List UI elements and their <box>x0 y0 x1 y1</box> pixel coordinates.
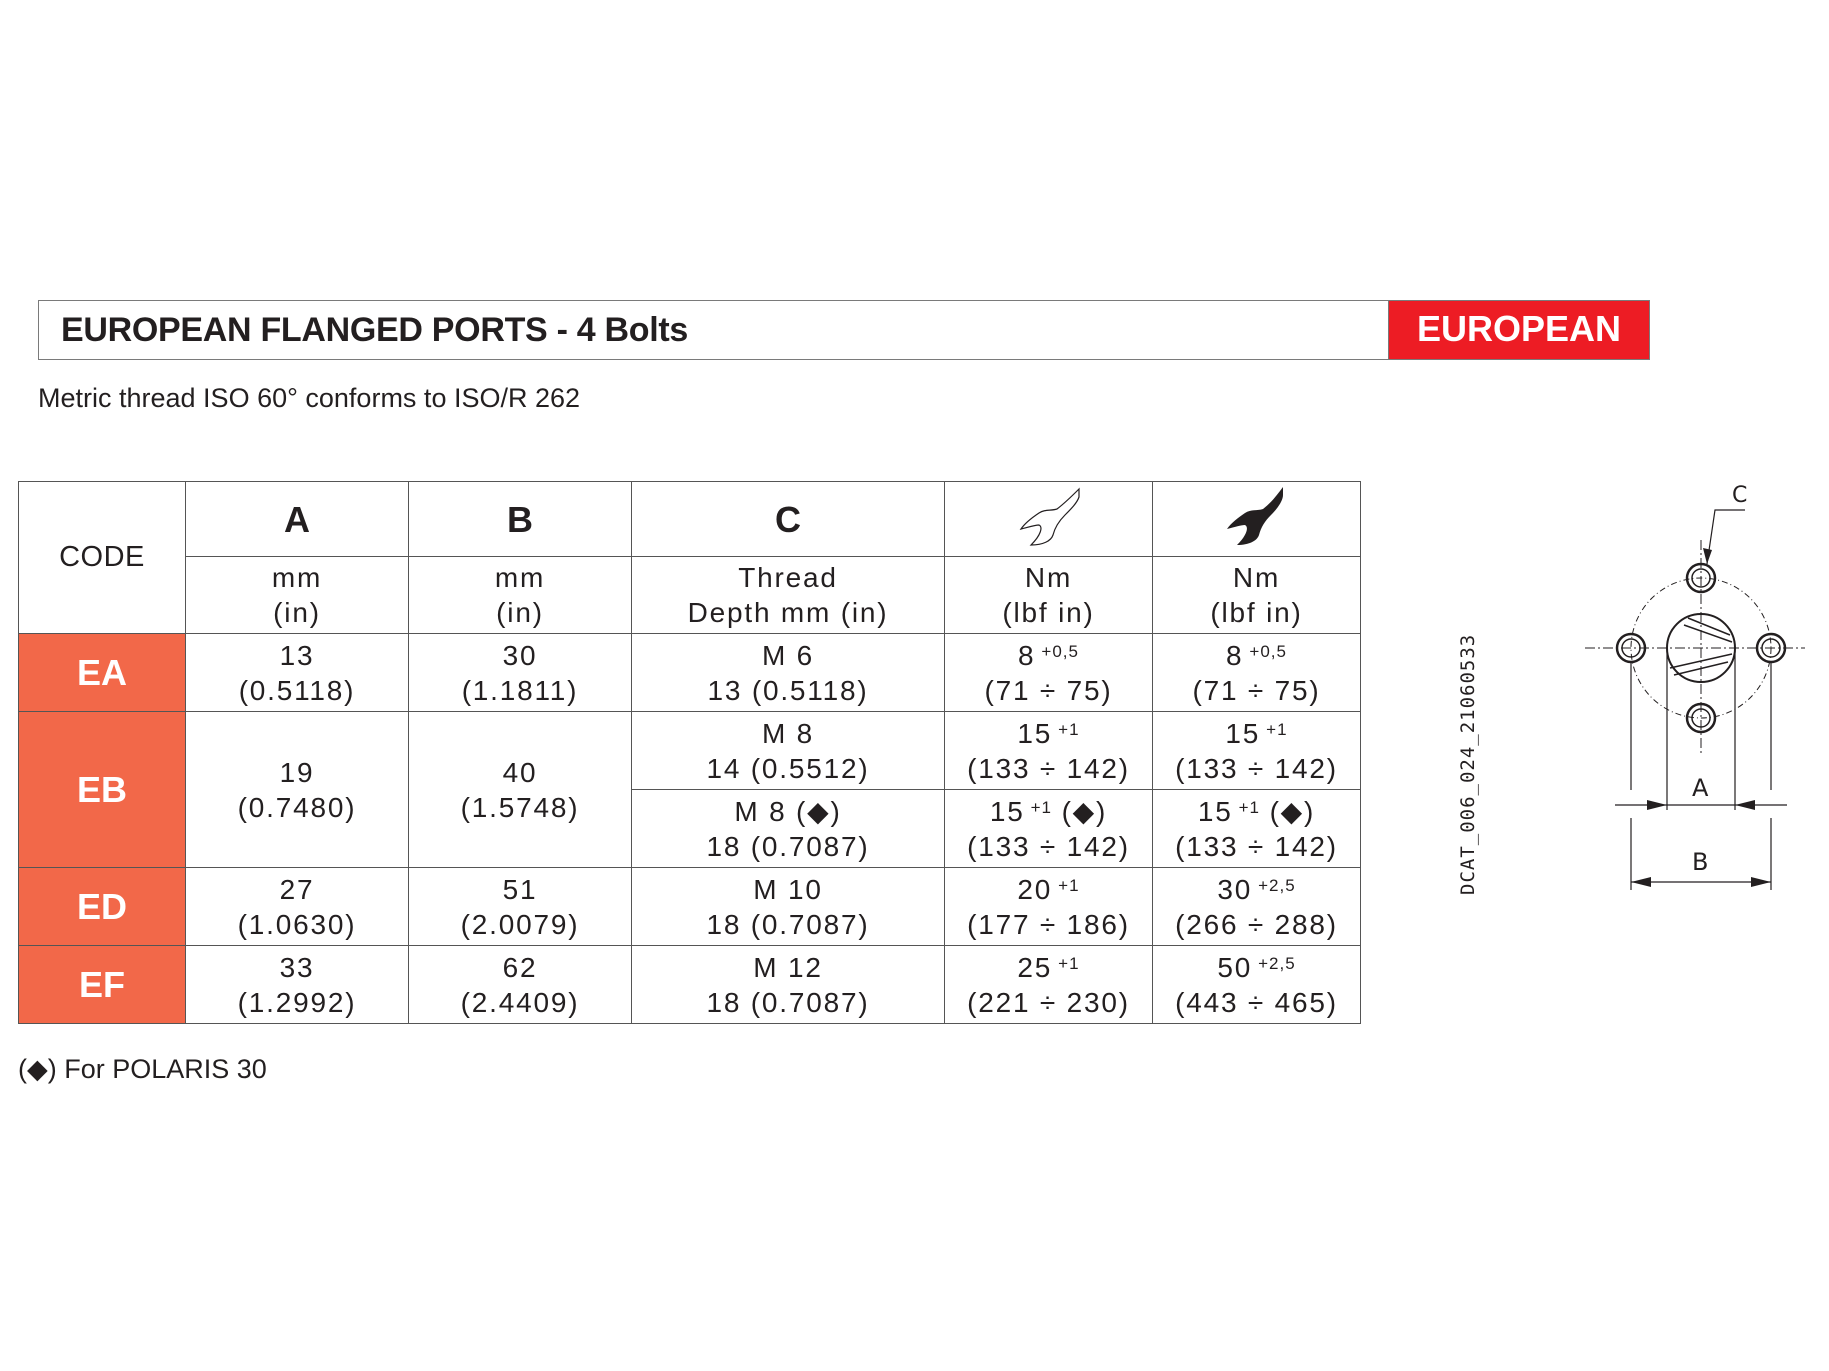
header-c: C <box>632 482 945 557</box>
cell-thread: M 8 14 (0.5512) <box>632 712 945 790</box>
c-leader <box>1707 510 1745 564</box>
header-code: CODE <box>19 482 186 634</box>
cell-b: 51 (2.0079) <box>409 868 632 946</box>
unit-a: mm (in) <box>186 557 409 634</box>
cell-torque-min: 20 $^{+1}$ (177 ÷ 186) <box>945 868 1153 946</box>
cell-thread: M 10 18 (0.7087) <box>632 868 945 946</box>
cell-a: 19 (0.7480) <box>186 712 409 868</box>
cell-torque-max: 15 $^{+1}$ (133 ÷ 142) <box>1153 712 1361 790</box>
footnote: (◆) For POLARIS 30 <box>18 1054 267 1084</box>
cell-torque-max: 50 $^{+2,5}$ (443 ÷ 465) <box>1153 946 1361 1024</box>
subtitle: Metric thread ISO 60° conforms to ISO/R 262 <box>38 383 581 413</box>
table-row <box>19 946 1361 1024</box>
code-cell: EF <box>19 946 186 1024</box>
table-row <box>19 712 1361 790</box>
title-bar <box>38 300 1650 360</box>
cell-thread: M 12 18 (0.7087) <box>632 946 945 1024</box>
label-c: C <box>1732 483 1748 508</box>
cell-b: 30 (1.1811) <box>409 634 632 712</box>
cell-b: 62 (2.4409) <box>409 946 632 1024</box>
unit-c: Thread Depth mm (in) <box>632 557 945 634</box>
polaris-marker: (◆) <box>1061 795 1108 827</box>
table-row <box>19 634 1361 712</box>
unit-b: mm (in) <box>409 557 632 634</box>
cell-torque-min: 15 $^{+1}$ (133 ÷ 142) <box>945 712 1153 790</box>
header-b: B <box>409 482 632 557</box>
cell-a: 27 (1.0630) <box>186 868 409 946</box>
cell-torque-min: 15 $^{+1}$ (◆) (133 ÷ 142) <box>945 790 1153 868</box>
header-a: A <box>186 482 409 557</box>
wrench-outline-icon <box>1009 483 1089 551</box>
flange-drawing <box>1430 470 1829 910</box>
page-title: EUROPEAN FLANGED PORTS - 4 Bolts <box>61 311 689 349</box>
unit-torque-max: Nm (lbf in) <box>1153 557 1361 634</box>
cell-b: 40 (1.5748) <box>409 712 632 868</box>
code-cell: EB <box>19 712 186 868</box>
label-b: B <box>1692 848 1709 876</box>
polaris-marker: (◆) <box>1269 795 1316 827</box>
ports-table <box>18 481 1361 1024</box>
code-cell: ED <box>19 868 186 946</box>
drawing-reference-code: DCAT_006_024_21060533 <box>1457 633 1479 895</box>
unit-torque-min: Nm (lbf in) <box>945 557 1153 634</box>
cell-a: 13 (0.5118) <box>186 634 409 712</box>
code-cell: EA <box>19 634 186 712</box>
label-a: A <box>1692 774 1709 802</box>
region-badge: EUROPEAN <box>1388 300 1650 360</box>
cell-torque-max: 8 $^{+0,5}$ (71 ÷ 75) <box>1153 634 1361 712</box>
cell-thread: M 8 (◆) 18 (0.7087) <box>632 790 945 868</box>
cell-thread: M 6 13 (0.5118) <box>632 634 945 712</box>
cell-torque-max: 30 $^{+2,5}$ (266 ÷ 288) <box>1153 868 1361 946</box>
cell-torque-min: 8 $^{+0,5}$ (71 ÷ 75) <box>945 634 1153 712</box>
table-row <box>19 868 1361 946</box>
header-torque-max <box>1153 482 1361 557</box>
cell-torque-min: 25 $^{+1}$ (221 ÷ 230) <box>945 946 1153 1024</box>
cell-torque-max: 15 $^{+1}$ (◆) (133 ÷ 142) <box>1153 790 1361 868</box>
wrench-filled-icon <box>1217 483 1297 551</box>
header-torque-min <box>945 482 1153 557</box>
cell-a: 33 (1.2992) <box>186 946 409 1024</box>
